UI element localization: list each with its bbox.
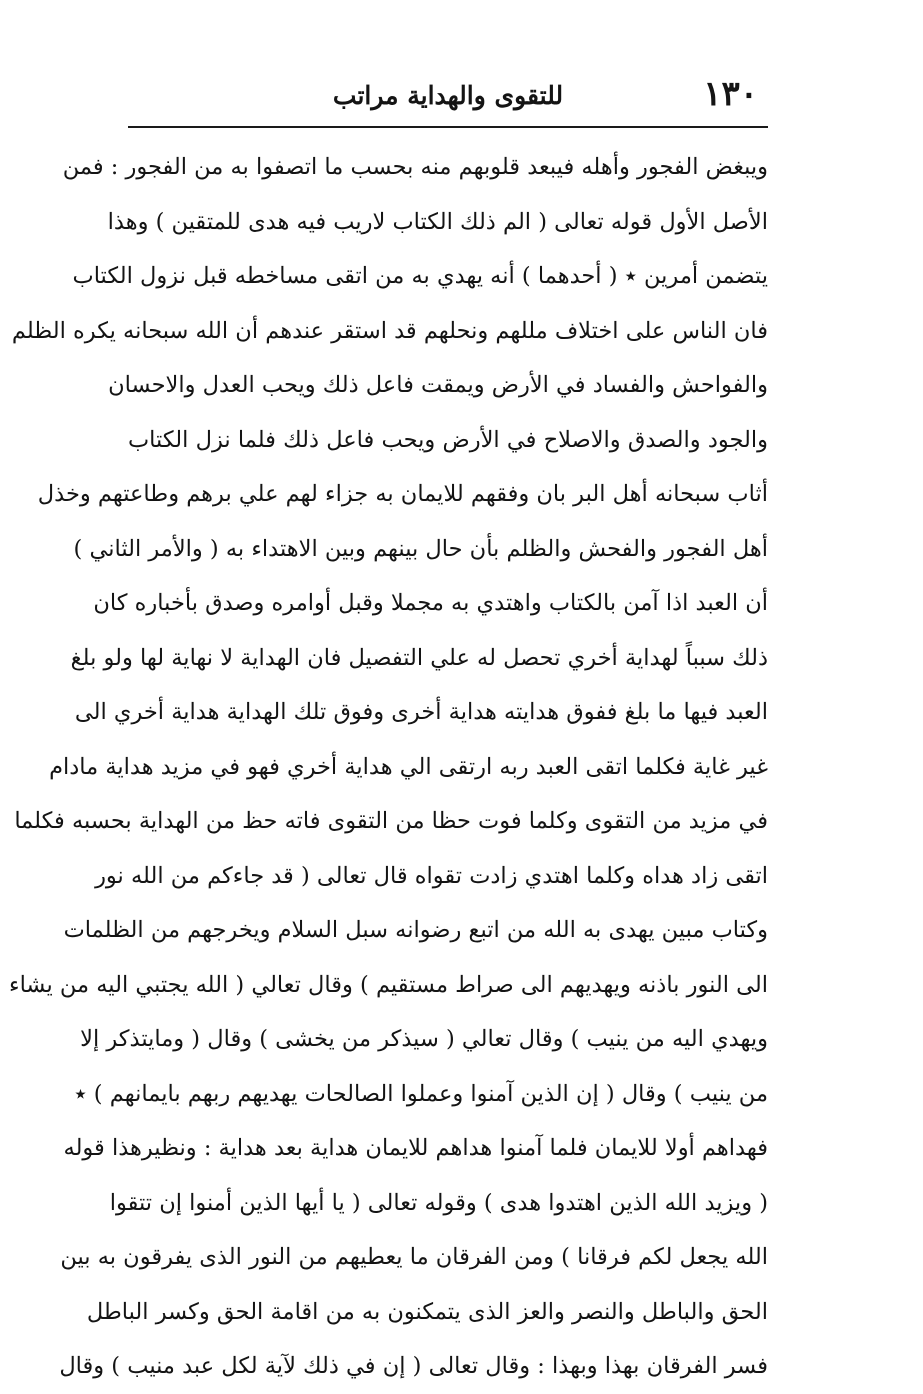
text-line: في مزيد من التقوى وكلما فوت حظا من التقوى فاته حظ من الهداية بحسبه فكلما: [14, 808, 768, 834]
text-line: فسر الفرقان بهذا وبهذا : وقال تعالى ( إن في ذلك لآية لكل عبد منيب ) وقال: [59, 1353, 768, 1379]
text-line: يتضمن أمرين ٭ ( أحدهما ) أنه يهدي به من اتقى مساخطه قبل نزول الكتاب: [72, 263, 768, 289]
text-line: الله يجعل لكم فرقانا ) ومن الفرقان ما يعطيهم من النور الذى يفرقون به بين: [60, 1244, 768, 1270]
text-line: أثاب سبحانه أهل البر بان وفقهم للايمان به جزاء لهم علي برهم وطاعتهم وخذل: [37, 481, 768, 507]
text-line: فان الناس على اختلاف مللهم ونحلهم قد استقر عندهم أن الله سبحانه يكره الظلم: [11, 317, 768, 344]
text-line: وكتاب مبين يهدى به الله من اتبع رضوانه سبل السلام ويخرجهم من الظلمات: [63, 917, 768, 943]
page-header: [128, 70, 768, 126]
text-line: ويهدي اليه من ينيب ) وقال تعالي ( سيذكر من يخشى ) وقال ( ومايتذكر إلا: [80, 1026, 768, 1052]
text-line: غير غاية فكلما اتقى العبد ربه ارتقى الي هداية أخري فهو في مزيد هداية مادام: [49, 753, 768, 780]
text-line: والفواحش والفساد في الأرض ويمقت فاعل ذلك ويحب العدل والاحسان: [108, 372, 768, 398]
text-line: ويبغض الفجور وأهله فيبعد قلوبهم منه بحسب ما اتصفوا به من الفجور : فمن: [62, 154, 768, 180]
text-line: أن العبد اذا آمن بالكتاب واهتدي به مجملا وقبل أوامره وصدق بأخباره كان: [93, 590, 768, 616]
text-line: الحق والباطل والنصر والعز الذى يتمكنون به من اقامة الحق وكسر الباطل: [86, 1298, 768, 1325]
text-line: فهداهم أولا للايمان فلما آمنوا هداهم للايمان هداية بعد هداية : ونظيرهذا قوله: [63, 1135, 768, 1161]
text-line: العبد فيها ما بلغ ففوق هدايته هداية أخرى وفوق تلك الهداية هداية أخري الى: [74, 699, 768, 725]
text-line: اتقى زاد هداه وكلما اهتدي زادت تقواه قال تعالى ( قد جاءكم من الله نور: [95, 862, 768, 889]
text-line: ( ويزيد الله الذين اهتدوا هدى ) وقوله تعالى ( يا أيها الذين أمنوا إن تتقوا: [109, 1189, 768, 1216]
text-line: الأصل الأول قوله تعالى ( الم ذلك الكتاب لاريب فيه هدى للمتقين ) وهذا: [107, 208, 768, 235]
header-rule: [128, 126, 768, 128]
body-text: [8, 140, 768, 1379]
page-number: ١٣٠: [703, 74, 758, 114]
text-line: أهل الفجور والفحش والظلم بأن حال بينهم وبين الاهتداء به ( والأمر الثاني ): [73, 535, 768, 562]
running-title: للتقوى والهداية مراتب: [332, 81, 564, 110]
text-line: الى النور باذنه ويهديهم الى صراط مستقيم ) وقال تعالي ( الله يجتبي اليه من يشاء: [8, 971, 768, 998]
text-line: والجود والصدق والاصلاح في الأرض ويحب فاعل ذلك فلما نزل الكتاب: [128, 426, 768, 453]
text-line: ذلك سبباً لهداية أخري تحصل له علي التفصيل فان الهداية لا نهاية لها ولو بلغ: [70, 644, 768, 671]
text-line: من ينيب ) وقال ( إن الذين آمنوا وعملوا الصالحات يهديهم ربهم بايمانهم ) ٭: [74, 1080, 768, 1107]
